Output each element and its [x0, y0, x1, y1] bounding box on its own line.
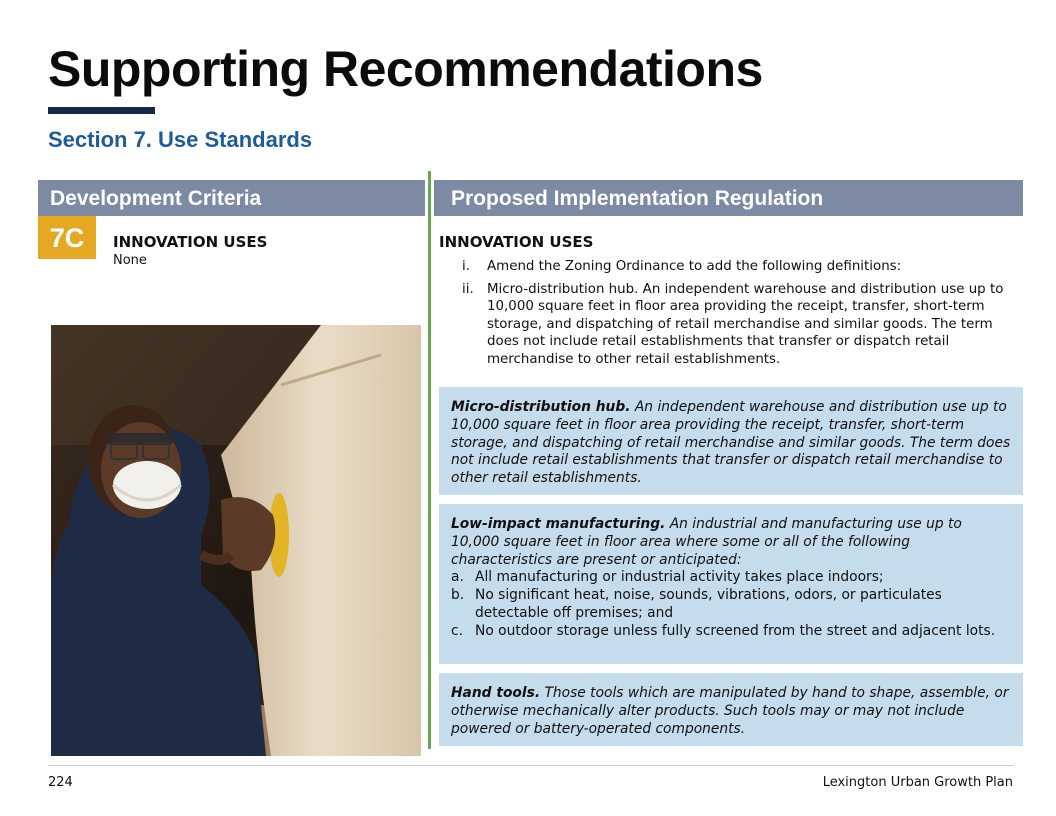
list-item [451, 623, 1013, 641]
list-number: i. [462, 259, 470, 274]
list-item [455, 281, 1015, 369]
definition-term: Low-impact manufacturing. [451, 516, 666, 532]
criteria-title: INNOVATION USES [113, 233, 268, 251]
proposed-regulation-header: Proposed Implementation Regulation [434, 180, 1023, 216]
footer-divider [48, 765, 1013, 766]
definition-low-impact-manufacturing [439, 504, 1023, 664]
page-number: 224 [48, 775, 73, 790]
list-number: ii. [462, 281, 474, 297]
list-text: No significant heat, noise, sounds, vibrations, odors, or particulates detectable off premises; and [475, 587, 942, 621]
photo-worker-sanding [51, 325, 421, 756]
definition-text: An independent warehouse and distribution use up to 10,000 square feet in floor area providing the receipt, transfer, short-term storage, and dispatching of retail merchandise and similar goods. The term does not include retail establishments that transfer or dispatch retail merchandise to other retail establishments. [451, 399, 1011, 487]
definition-text: Those tools which are manipulated by hand to shape, assemble, or otherwise mechanically alter products. Such tools may or may not include powered or battery-operated components. [451, 685, 1009, 737]
document-title: Lexington Urban Growth Plan [822, 775, 1013, 790]
regulation-list [455, 258, 1015, 373]
list-text: All manufacturing or industrial activity takes place indoors; [475, 569, 884, 586]
definition-micro-distribution [439, 387, 1023, 495]
column-divider [428, 171, 431, 749]
list-item [455, 258, 1015, 276]
list-text: Micro-distribution hub. An independent warehouse and distribution use up to 10,000 square feet in floor area providing the receipt, transfer, short-term storage, and dispatching of retail merchandise and similar goods. The term does not include retail establishments that transfer or dispatch retail merchandise to other retail establishments. [487, 281, 1004, 367]
list-text: Amend the Zoning Ordinance to add the following definitions: [487, 259, 902, 274]
title-underline [48, 107, 155, 114]
definition-term: Hand tools. [451, 685, 541, 701]
list-letter: c. [451, 622, 463, 639]
list-letter: b. [451, 587, 465, 604]
list-item [451, 587, 1013, 623]
definition-text: An industrial and manufacturing use up to 10,000 square feet in floor area where some or all of the following characteristics are present or anticipated: [451, 516, 962, 568]
definition-term: Micro-distribution hub. [451, 399, 631, 415]
criteria-badge: 7C [38, 216, 96, 259]
development-criteria-header: Development Criteria [38, 180, 425, 216]
definition-hand-tools [439, 673, 1023, 746]
section-heading: Section 7. Use Standards [48, 127, 313, 152]
characteristics-list [451, 569, 1013, 640]
list-letter: a. [451, 569, 464, 586]
regulation-title: INNOVATION USES [439, 233, 594, 251]
criteria-value: None [113, 253, 147, 268]
list-text: No outdoor storage unless fully screened from the street and adjacent lots. [475, 622, 996, 639]
page-title: Supporting Recommendations [48, 41, 763, 97]
list-item [451, 569, 1013, 587]
